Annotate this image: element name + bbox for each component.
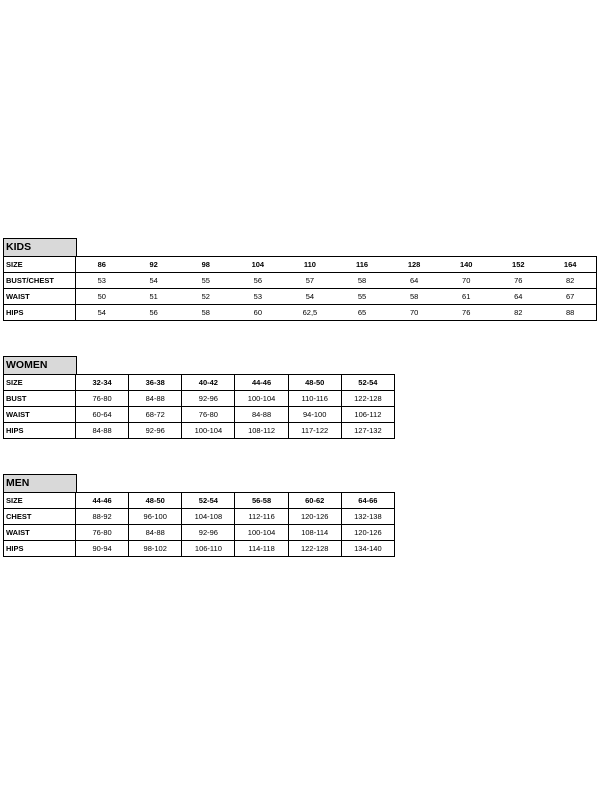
table-cell: 117-122 [288,423,341,439]
table-cell: 32-34 [76,375,129,391]
table-cell: 122-128 [341,391,394,407]
table-cell: 48-50 [288,375,341,391]
table-cell: 55 [336,289,388,305]
row-label: SIZE [4,493,76,509]
table-cell: 60-64 [76,407,129,423]
table-cell: 76-80 [182,407,235,423]
table-cell: 114-118 [235,541,288,557]
table-row [4,375,395,391]
table-row [4,289,597,305]
table-cell: 116 [336,257,388,273]
row-label: HIPS [4,423,76,439]
table-cell: 104 [232,257,284,273]
table-cell: 65 [336,305,388,321]
table-cell: 88 [544,305,596,321]
table-cell: 92 [128,257,180,273]
table-cell: 51 [128,289,180,305]
table-cell: 127-132 [341,423,394,439]
table-row [4,305,597,321]
table-cell: 68-72 [129,407,182,423]
table-cell: 140 [440,257,492,273]
table-cell: 76 [440,305,492,321]
table-cell: 64 [388,273,440,289]
table-cell: 108-112 [235,423,288,439]
women-size-table [3,374,395,439]
table-cell: 134-140 [341,541,394,557]
table-cell: 132-138 [341,509,394,525]
table-cell: 92-96 [129,423,182,439]
table-cell: 88-92 [76,509,129,525]
table-row [4,509,395,525]
row-label: CHEST [4,509,76,525]
kids-section [3,238,597,321]
table-row [4,525,395,541]
table-row [4,273,597,289]
men-size-table [3,492,395,557]
table-cell: 53 [232,289,284,305]
table-cell: 76-80 [76,391,129,407]
table-cell: 96-100 [129,509,182,525]
table-row [4,407,395,423]
table-cell: 56 [232,273,284,289]
kids-title: KIDS [3,238,77,256]
table-cell: 82 [492,305,544,321]
table-cell: 36-38 [129,375,182,391]
table-cell: 104-108 [182,509,235,525]
table-cell: 67 [544,289,596,305]
row-label: HIPS [4,305,76,321]
table-cell: 40-42 [182,375,235,391]
table-cell: 100-104 [235,391,288,407]
table-cell: 70 [440,273,492,289]
table-cell: 84-88 [76,423,129,439]
table-cell: 64-66 [341,493,394,509]
table-cell: 58 [388,289,440,305]
table-cell: 58 [336,273,388,289]
row-label: WAIST [4,407,76,423]
table-cell: 62,5 [284,305,336,321]
row-label: SIZE [4,375,76,391]
table-cell: 106-110 [182,541,235,557]
table-cell: 100-104 [235,525,288,541]
table-cell: 92-96 [182,391,235,407]
table-cell: 84-88 [129,525,182,541]
table-cell: 120-126 [288,509,341,525]
table-cell: 84-88 [129,391,182,407]
table-cell: 90-94 [76,541,129,557]
kids-size-table [3,256,597,321]
table-cell: 54 [76,305,128,321]
table-row [4,423,395,439]
table-cell: 98 [180,257,232,273]
table-cell: 52 [180,289,232,305]
women-title: WOMEN [3,356,77,374]
row-label: WAIST [4,289,76,305]
table-cell: 52-54 [341,375,394,391]
table-cell: 57 [284,273,336,289]
women-section [3,356,395,439]
table-cell: 122-128 [288,541,341,557]
table-cell: 92-96 [182,525,235,541]
table-cell: 54 [128,273,180,289]
table-cell: 70 [388,305,440,321]
row-label: WAIST [4,525,76,541]
table-cell: 54 [284,289,336,305]
table-row [4,391,395,407]
table-cell: 64 [492,289,544,305]
table-cell: 55 [180,273,232,289]
row-label: SIZE [4,257,76,273]
table-cell: 48-50 [129,493,182,509]
table-cell: 53 [76,273,128,289]
row-label: HIPS [4,541,76,557]
table-cell: 44-46 [235,375,288,391]
row-label: BUST [4,391,76,407]
table-cell: 56 [128,305,180,321]
row-label: BUST/CHEST [4,273,76,289]
table-row [4,541,395,557]
table-cell: 106-112 [341,407,394,423]
table-cell: 128 [388,257,440,273]
table-cell: 112-116 [235,509,288,525]
table-cell: 58 [180,305,232,321]
table-cell: 164 [544,257,596,273]
table-cell: 94-100 [288,407,341,423]
table-cell: 100-104 [182,423,235,439]
table-cell: 110-116 [288,391,341,407]
table-cell: 98-102 [129,541,182,557]
table-cell: 108-114 [288,525,341,541]
table-cell: 50 [76,289,128,305]
table-cell: 76-80 [76,525,129,541]
table-cell: 44-46 [76,493,129,509]
table-row [4,493,395,509]
table-row [4,257,597,273]
table-cell: 152 [492,257,544,273]
table-cell: 52-54 [182,493,235,509]
men-title: MEN [3,474,77,492]
table-cell: 61 [440,289,492,305]
table-cell: 120-126 [341,525,394,541]
table-cell: 60-62 [288,493,341,509]
table-cell: 110 [284,257,336,273]
table-cell: 82 [544,273,596,289]
table-cell: 76 [492,273,544,289]
table-cell: 60 [232,305,284,321]
table-cell: 86 [76,257,128,273]
table-cell: 56-58 [235,493,288,509]
men-section [3,474,395,557]
table-cell: 84-88 [235,407,288,423]
